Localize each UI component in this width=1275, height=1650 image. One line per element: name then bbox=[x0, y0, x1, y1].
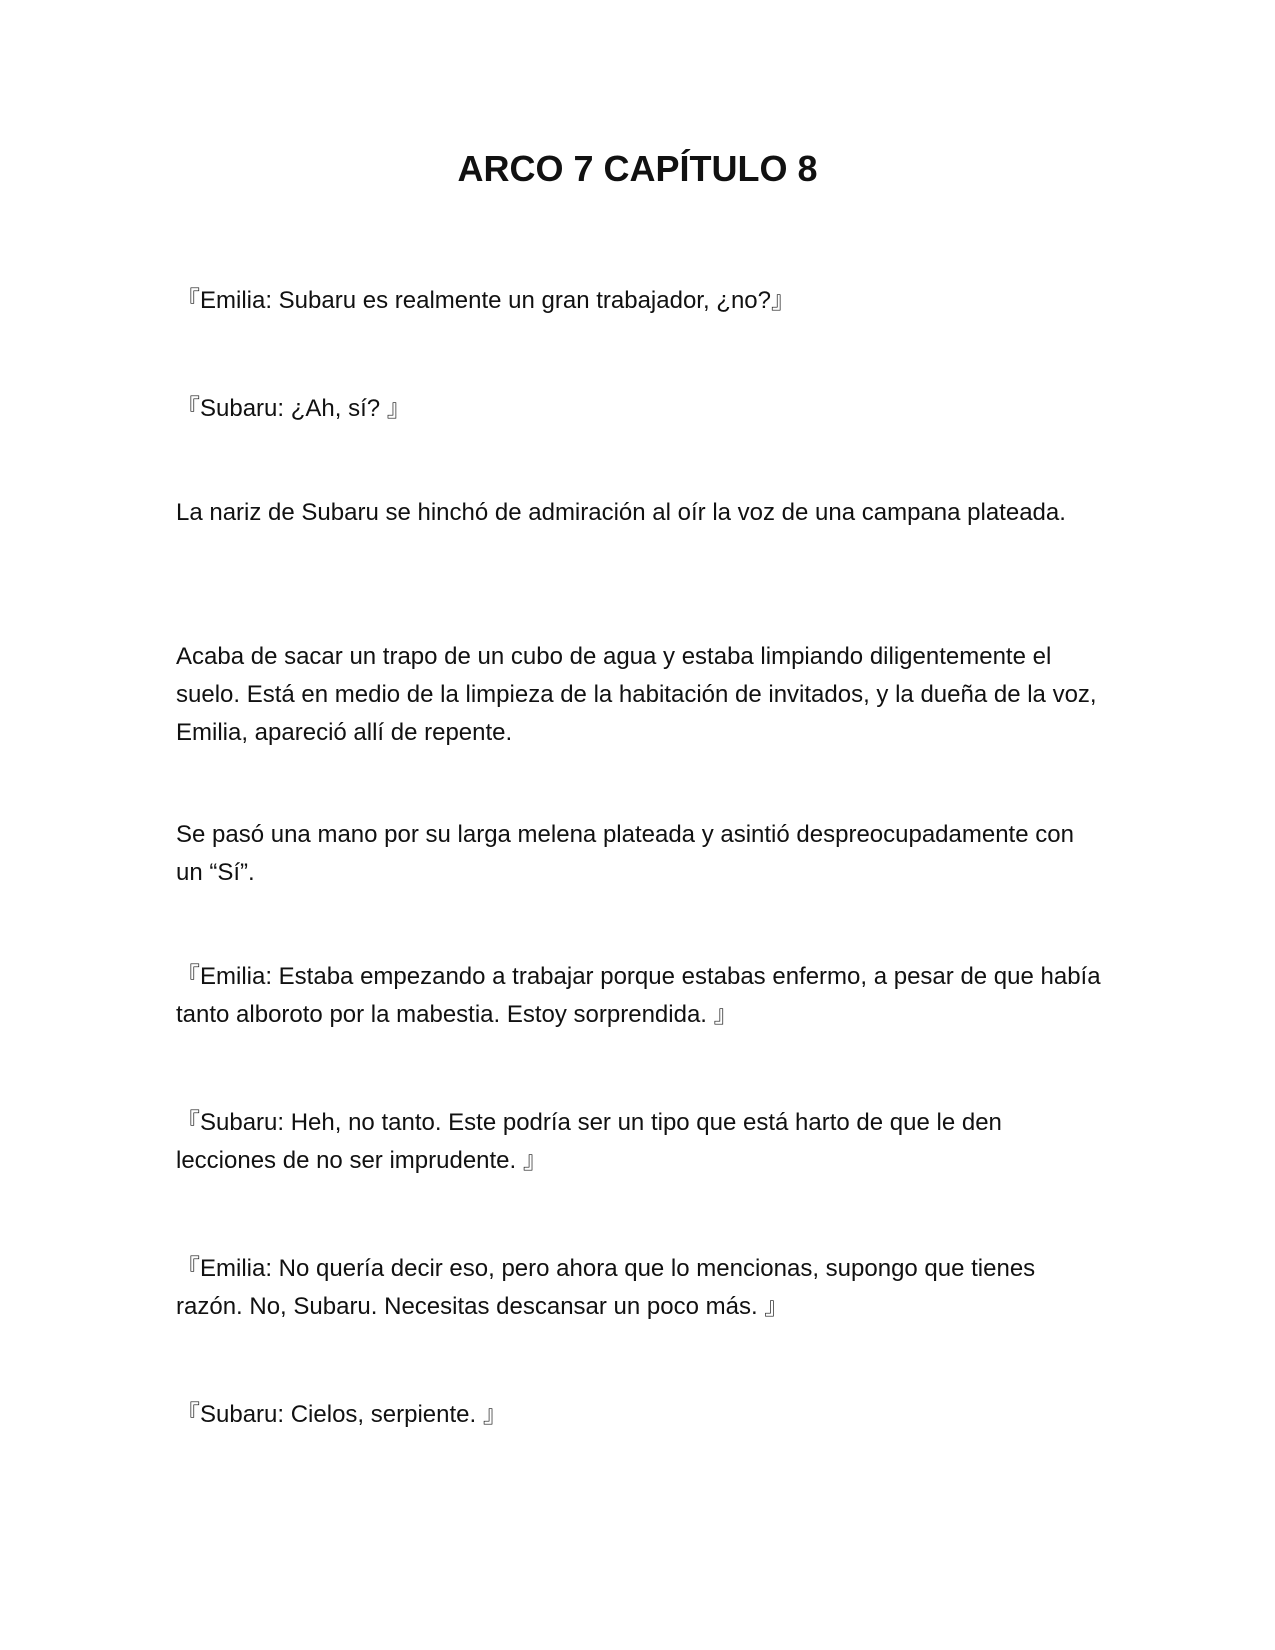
paragraph-7: 『Subaru: Heh, no tanto. Este podría ser un tipo que está harto de que le den lecciones de no ser imprudente. 』 bbox=[176, 1109, 1002, 1174]
paragraph-9: 『Subaru: Cielos, serpiente. 』 bbox=[176, 1401, 507, 1428]
paragraph-2: 『Subaru: ¿Ah, sí? 』 bbox=[176, 395, 411, 422]
paragraph-4: Acaba de sacar un trapo de un cubo de agua y estaba limpiando diligentemente el suelo. Está en medio de la limpieza de la habitación de invitados, y la dueña de la voz, Emilia, apareció allí de repente. bbox=[176, 643, 1097, 746]
paragraph-8: 『Emilia: No quería decir eso, pero ahora que lo mencionas, supongo que tienes razón. No, Subaru. Necesitas descansar un poco más. 』 bbox=[176, 1255, 1036, 1320]
paragraph-3: La nariz de Subaru se hinchó de admiración al oír la voz de una campana plateada. bbox=[176, 499, 1066, 526]
paragraph-5: Se pasó una mano por su larga melena plateada y asintió despreocupadamente con un “Sí”. bbox=[176, 821, 1074, 886]
paragraph-6: 『Emilia: Estaba empezando a trabajar porque estabas enfermo, a pesar de que había tanto alboroto por la mabestia. Estoy sorprendida. 』 bbox=[176, 963, 1101, 1028]
paragraph-1: 『Emilia: Subaru es realmente un gran trabajador, ¿no?』 bbox=[176, 287, 795, 314]
chapter-title: ARCO 7 CAPÍTULO 8 bbox=[457, 148, 818, 189]
